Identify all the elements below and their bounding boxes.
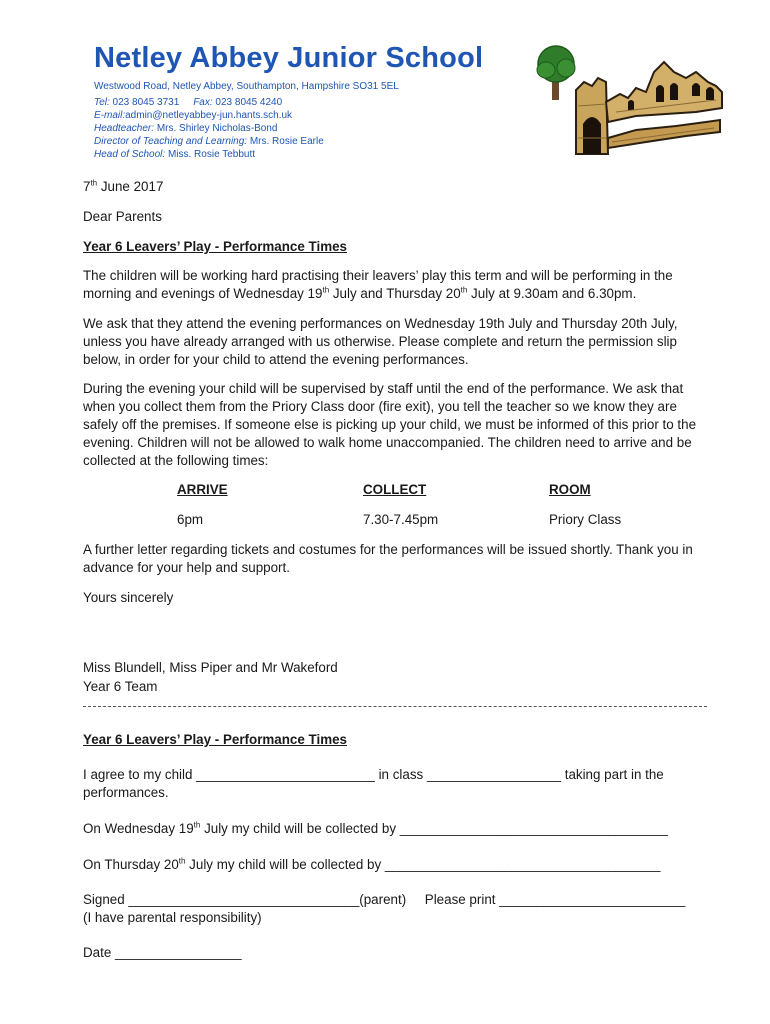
abbey-ruins-logo <box>536 42 732 160</box>
slip-title: Year 6 Leavers’ Play - Performance Times <box>83 732 348 747</box>
closing: Yours sincerely <box>83 590 174 605</box>
email-value: admin@netleyabbey-jun.hants.sch.uk <box>125 110 293 121</box>
head-of-school-label: Head of School: <box>94 149 166 160</box>
school-name: Netley Abbey Junior School <box>94 42 484 74</box>
tel-value: 023 8045 3731 <box>112 97 180 108</box>
slip-date-line[interactable]: Date _________________ <box>83 945 242 960</box>
slip-responsibility-note: (I have parental responsibility) <box>83 910 262 925</box>
table-header-arrive: ARRIVE <box>177 482 228 497</box>
paragraph-4: A further letter regarding tickets and costumes for the performances will be issued shortly. Thank you in advance for your help and support. <box>83 542 693 575</box>
table-header-room: ROOM <box>549 482 591 497</box>
letter-date: 7th June 2017 <box>83 178 164 194</box>
signatories: Miss Blundell, Miss Piper and Mr Wakeford <box>83 660 338 675</box>
headteacher-line <box>94 123 277 134</box>
director-name: Mrs. Rosie Earle <box>249 136 324 147</box>
email-label: E-mail: <box>94 110 126 121</box>
salutation: Dear Parents <box>83 209 162 224</box>
slip-signed-line[interactable]: Signed _______________________________(parent) Please print _________________________ <box>83 892 686 907</box>
head-of-school-line <box>94 149 255 160</box>
contact-phone-fax <box>94 97 282 108</box>
team-name: Year 6 Team <box>83 679 158 694</box>
tel-label: Tel: <box>94 97 110 108</box>
paragraph-1: The children will be working hard practising their leavers’ play this term and will be performing in the morning and evenings of Wednesday 19th July and Thursday 20th July at 9.30am and 6.30pm. <box>83 268 673 301</box>
table-cell-arrive: 6pm <box>177 512 204 527</box>
paragraph-3: During the evening your child will be supervised by staff until the end of the performance. We ask that when you collect them from the Priory Class door (fire exit), you tell the teacher so we know they are safely off the premises. If someone else is picking up your child, we must be informed of this prior to the evening. Children will not be allowed to walk home unaccompanied. The children need to arrive and be collected at the following times: <box>83 381 697 468</box>
contact-email <box>94 110 292 121</box>
school-address: Westwood Road, Netley Abbey, Southampton, Hampshire SO31 5EL <box>94 81 399 92</box>
fax-label: Fax: <box>193 97 213 108</box>
head-of-school-name: Miss. Rosie Tebbutt <box>167 149 256 160</box>
fax-value: 023 8045 4240 <box>215 97 283 108</box>
headteacher-name: Mrs. Shirley Nicholas-Bond <box>156 123 278 134</box>
cut-line-divider <box>83 706 707 707</box>
paragraph-2: We ask that they attend the evening performances on Wednesday 19th July and Thursday 20th July, unless you have already arranged with us otherwise. Please complete and return the permission slip below, in order for your child to attend the evening performances. <box>83 316 678 367</box>
headteacher-label: Headteacher: <box>94 123 155 134</box>
table-header-collect: COLLECT <box>363 482 427 497</box>
table-cell-room: Priory Class <box>549 512 622 527</box>
slip-thursday-collection[interactable]: On Thursday 20th July my child will be collected by _____________________________________ <box>83 856 661 872</box>
slip-agree-line[interactable]: I agree to my child ________________________ in class __________________ taking part in the performances. <box>83 767 664 800</box>
table-cell-collect: 7.30-7.45pm <box>363 512 439 527</box>
director-label: Director of Teaching and Learning: <box>94 136 248 147</box>
abbey-front-wall <box>608 120 720 148</box>
letter-subject: Year 6 Leavers’ Play - Performance Times <box>83 239 348 254</box>
director-line <box>94 136 324 147</box>
slip-wednesday-collection[interactable]: On Wednesday 19th July my child will be collected by ____________________________________ <box>83 820 668 836</box>
